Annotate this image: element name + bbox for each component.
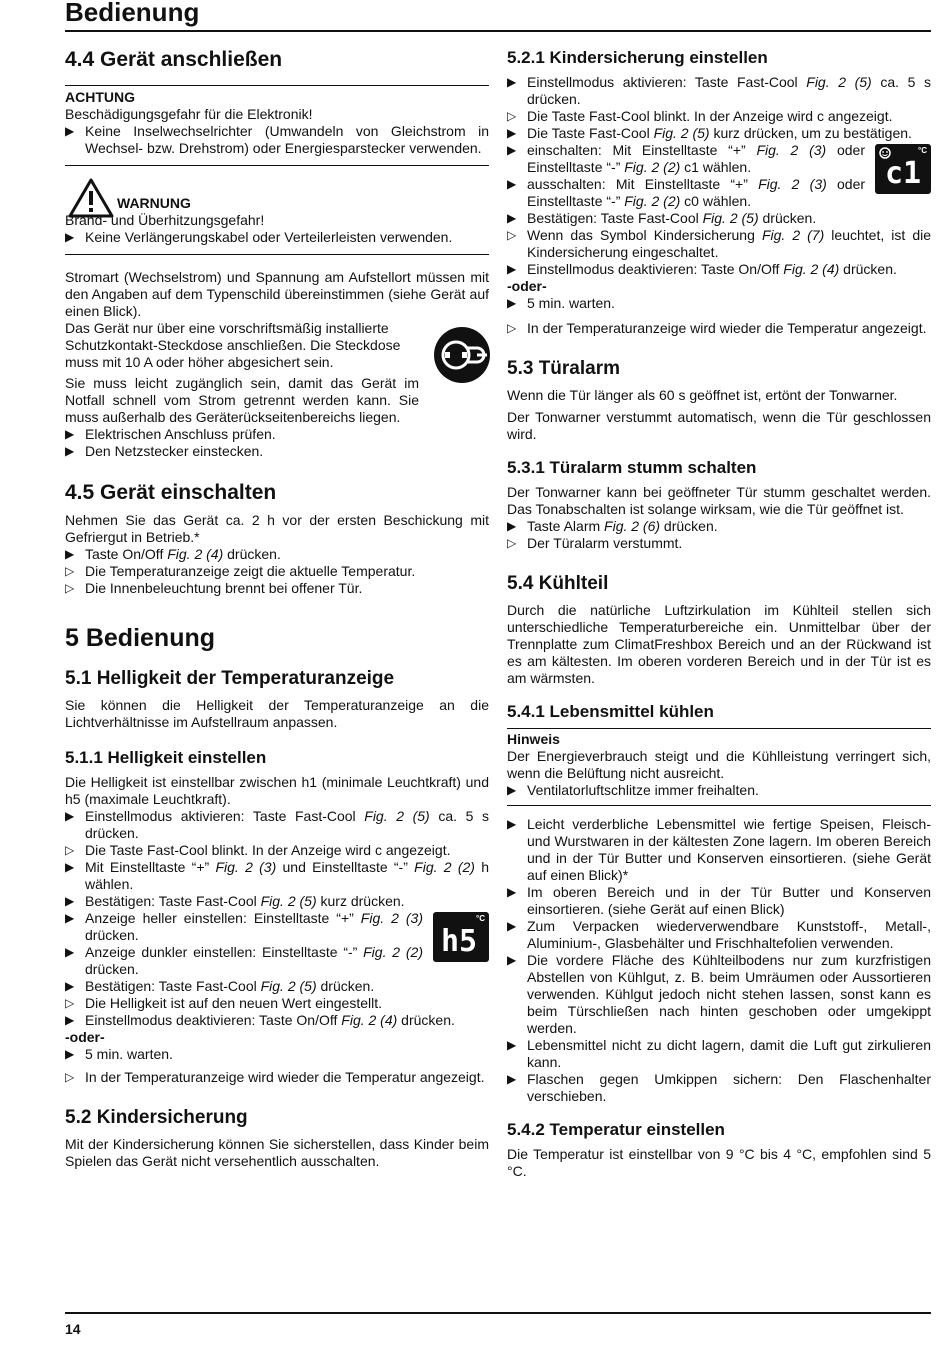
hinweis-item: ▶ Ventilatorluftschlitze immer freihalten. [507,782,759,798]
list-item-kuehlen-4: ▶ Die vordere Fläche des Kühlteilbodens nur zum kurzfristigen Abstellen von Kühlgut, z. B. beim Umräumen oder Aussortieren verwenden. Kühlgut jedoch nicht stehen lassen, sonst kann es beim Türschließen nach hinten geschoben oder umgekippt werden. [507,952,931,1036]
hinweis-box [507,729,931,799]
list-item-521-2: ▷ Die Taste Fast-Cool blinkt. In der Anzeige wird c angezeigt. [507,108,893,124]
section-5-2-1-title: 5.2.1 Kindersicherung einstellen [507,48,768,67]
action-arrow-icon: ▶ [65,979,75,993]
list-item-531-1: ▶ Taste Alarm Fig. 2 (6) drücken. [507,518,718,534]
action-arrow-icon: ▶ [507,953,517,967]
result-arrow-icon: ▷ [65,581,75,595]
list-item-pruefen: ▶ Elektrischen Anschluss prüfen. [65,426,276,442]
action-arrow-icon: ▶ [65,1013,75,1027]
section-5-2-title: 5.2 Kindersicherung [65,1107,248,1128]
list-item-511-7: ▶ Bestätigen: Taste Fast-Cool Fig. 2 (5) drücken. [65,978,375,994]
warning-triangle-icon [68,178,114,218]
oder-label: -oder- [507,278,547,294]
paragraph-5-3-1: Wenn die Tür länger als 60 s geöffnet ist, ertönt der Tonwarner. [507,387,898,403]
achtung-item: ▶ Keine Inselwechselrichter (Umwandeln von Gleichstrom in Wechsel- bzw. Drehstrom) oder Energiesparstecker verwenden. [65,123,489,156]
right-column [507,40,931,1180]
action-arrow-icon: ▶ [507,143,517,157]
section-4-5-title: 4.5 Gerät einschalten [65,481,277,504]
list-item-511-2: ▷ Die Taste Fast-Cool blinkt. In der Anzeige wird c angezeigt. [65,842,451,858]
section-5-4-2-title: 5.4.2 Temperatur einstellen [507,1120,725,1139]
lcd-value-c1: c1 [885,156,922,191]
lcd-value-h5: h5 [441,924,478,959]
action-arrow-icon: ▶ [65,894,75,908]
section-5-1-title: 5.1 Helligkeit der Temperaturanzeige [65,668,395,689]
list-item-einstecken: ▶ Den Netzstecker einstecken. [65,443,264,459]
action-arrow-icon: ▶ [507,817,517,831]
oder-label: -oder- [65,1029,105,1045]
section-5-4-1-title: 5.4.1 Lebensmittel kühlen [507,702,714,721]
result-arrow-icon: ▷ [507,321,517,335]
result-arrow-icon: ▷ [507,228,517,242]
action-arrow-icon: ▶ [65,860,75,874]
list-item-kuehlen-2: ▶ Im oberen Bereich und in der Tür Butter und Konserven einsortieren. (siehe Gerät auf einen Blick) [507,884,931,917]
paragraph-5-4-2: Die Temperatur ist einstellbar von 9 °C bis 4 °C, empfohlen sind 5 °C. [507,1146,931,1179]
list-item-521-9: ▶ 5 min. warten. [507,295,615,311]
paragraph-steckdose: Das Gerät nur über eine vorschriftsmäßig installierte Schutzkontakt-Steckdose anschließen. Die Steckdose muss mit 10 A oder höher abgesichert sein. [65,320,401,370]
list-item-521-3: ▶ Die Taste Fast-Cool Fig. 2 (5) kurz drücken, um zu bestätigen. [507,125,912,141]
section-5-3-title: 5.3 Türalarm [507,358,620,379]
list-item-521-7: ▷ Wenn das Symbol Kindersicherung Fig. 2 (7) leuchtet, ist die Kindersicherung eingeschaltet. [507,227,932,260]
list-item-45-2: ▷ Die Temperaturanzeige zeigt die aktuelle Temperatur. [65,563,416,579]
brightness-adjust-block [65,910,489,978]
result-arrow-icon: ▷ [65,1070,75,1084]
action-arrow-icon: ▶ [507,126,517,140]
action-arrow-icon: ▶ [65,427,75,441]
lcd-unit-label: °C [476,914,485,923]
warnung-label: WARNUNG [117,195,191,211]
action-arrow-icon: ▶ [507,177,517,191]
paragraph-5-3-2: Der Tonwarner verstummt automatisch, wenn die Tür geschlossen wird. [507,409,931,442]
list-item-511-10: ▶ 5 min. warten. [65,1046,173,1062]
result-arrow-icon: ▷ [507,109,517,123]
section-5-3-1-title: 5.3.1 Türalarm stumm schalten [507,458,757,477]
paragraph-nehmen: Nehmen Sie das Gerät ca. 2 h vor der ersten Beschickung mit Gefriergut in Betrieb.* [65,512,489,545]
hinweis-label: Hinweis [507,731,560,747]
action-arrow-icon: ▶ [507,783,517,797]
hinweis-text: Der Energieverbrauch steigt und die Kühlleistung verringert sich, wenn die Belüftung nicht ausreicht. [507,748,931,781]
list-item-kuehlen-5: ▶ Lebensmittel nicht zu dicht lagern, damit die Luft gut zirkulieren kann. [507,1037,931,1070]
list-item-521-1: ▶ Einstellmodus aktivieren: Taste Fast-Cool Fig. 2 (5) ca. 5 s drücken. [507,74,931,107]
left-column [65,40,489,1170]
section-5-4-title: 5.4 Kühlteil [507,573,609,594]
section-5-title: 5 Bedienung [65,624,216,652]
action-arrow-icon: ▶ [507,211,517,225]
section-5-1-1-title: 5.1.1 Helligkeit einstellen [65,748,267,767]
action-arrow-icon: ▶ [507,1072,517,1086]
action-arrow-icon: ▶ [65,1047,75,1061]
hinweis-bottom-rule [507,805,931,806]
action-arrow-icon: ▶ [65,809,75,823]
warnung-box [65,166,489,246]
list-item-45-3: ▷ Die Innenbeleuchtung brennt bei offener Tür. [65,580,363,596]
action-arrow-icon: ▶ [507,519,517,533]
achtung-label: ACHTUNG [65,89,135,105]
list-item-kuehlen-1: ▶ Leicht verderbliche Lebensmittel wie fertige Speisen, Fleisch- und Wurstwaren in der kältesten Zone lagern. Im oberen Bereich und in der Tür Butter und Konserven einsortieren. (siehe Gerät auf einen Blick)* [507,816,931,883]
list-item-511-3: ▶ Mit Einstelltaste “+” Fig. 2 (3) und Einstelltaste “-” Fig. 2 (2) h wählen. [65,859,490,892]
action-arrow-icon: ▶ [507,75,517,89]
list-item-45-1: ▶ Taste On/Off Fig. 2 (4) drücken. [65,546,281,562]
action-arrow-icon: ▶ [507,1038,517,1052]
warnung-item: ▶ Keine Verlängerungskabel oder Verteilerleisten verwenden. [65,229,453,245]
page-number: 14 [65,1321,81,1337]
list-item-531-2: ▷ Der Türalarm verstummt. [507,535,683,551]
result-arrow-icon: ▷ [65,996,75,1010]
action-arrow-icon: ▶ [65,444,75,458]
action-arrow-icon: ▶ [65,230,75,244]
footer-rule [65,1312,931,1314]
page-header [65,0,931,32]
action-arrow-icon: ▶ [65,547,75,561]
child-lock-toggle-block [507,142,931,210]
section-4-4-title: 4.4 Gerät anschließen [65,48,283,71]
paragraph-5-3-1-text: Der Tonwarner kann bei geöffneter Tür stumm geschaltet werden. Das Tonabschalten ist solange wirksam, wie die Tür geöffnet ist. [507,484,931,517]
grounded-socket-icon [433,326,491,384]
list-item-521-5: ▶ ausschalten: Mit Einstelltaste “+” Fig. 2 (3) oder Einstelltaste “-” Fig. 2 (2) c0 wählen. [507,176,866,209]
list-item-511-6: ▶ Anzeige dunkler einstellen: Einstelltaste “-” Fig. 2 (2) drücken. [65,944,424,977]
warnung-text: Brand- und Überhitzungsgefahr! [65,212,265,228]
result-arrow-icon: ▷ [65,564,75,578]
list-item-kuehlen-3: ▶ Zum Verpacken wiederverwendbare Kunststoff-, Metall-, Aluminium-, Glasbehälter und Frischhaltefolien verwenden. [507,918,931,951]
list-item-511-4: ▶ Bestätigen: Taste Fast-Cool Fig. 2 (5) kurz drücken. [65,893,405,909]
paragraph-zugaenglich: Sie muss leicht zugänglich sein, damit das Gerät im Notfall schnell vom Strom getrennt werden kann. Sie muss außerhalb des Geräterückseitenbereichs liegen. [65,375,419,425]
result-arrow-icon: ▷ [507,536,517,550]
lcd-unit-label: °C [918,146,927,155]
list-item-511-11: ▷ In der Temperaturanzeige wird wieder die Temperatur angezeigt. [65,1069,485,1085]
paragraph-5-1-1: Die Helligkeit ist einstellbar zwischen h1 (minimale Leuchtkraft) und h5 (maximale Leuchtkraft). [65,774,489,807]
paragraph-5-1: Sie können die Helligkeit der Temperaturanzeige an die Lichtverhältnisse im Aufstellraum anpassen. [65,697,489,730]
list-item-511-9: ▶ Einstellmodus deaktivieren: Taste On/Off Fig. 2 (4) drücken. [65,1012,455,1028]
page-header-title: Bedienung [65,0,200,27]
action-arrow-icon: ▶ [507,296,517,310]
list-item-kuehlen-6: ▶ Flaschen gegen Umkippen sichern: Den Flaschenhalter verschieben. [507,1071,931,1104]
action-arrow-icon: ▶ [507,919,517,933]
list-item-521-6: ▶ Bestätigen: Taste Fast-Cool Fig. 2 (5) drücken. [507,210,817,226]
action-arrow-icon: ▶ [65,945,75,959]
list-item-511-8: ▷ Die Helligkeit ist auf den neuen Wert eingestellt. [65,995,383,1011]
action-arrow-icon: ▶ [65,124,75,138]
warnung-bottom-rule [65,254,489,255]
paragraph-5-4: Durch die natürliche Luftzirkulation im Kühlteil stellen sich unterschiedliche Temperaturbereiche ein. Unmittelbar über der Trennplatte zum ClimatFreshbox Bereich und an der Rückwand ist es am kältesten. Im oberen vorderen Bereich und in der Tür ist es am wärmsten. [507,602,931,686]
list-item-511-1: ▶ Einstellmodus aktivieren: Taste Fast-Cool Fig. 2 (5) ca. 5 s drücken. [65,808,489,841]
action-arrow-icon: ▶ [507,885,517,899]
action-arrow-icon: ▶ [65,911,75,925]
list-item-521-8: ▶ Einstellmodus deaktivieren: Taste On/Off Fig. 2 (4) drücken. [507,261,897,277]
list-item-511-5: ▶ Anzeige heller einstellen: Einstelltaste “+” Fig. 2 (3) drücken. [65,910,424,943]
steckdose-block [65,320,489,371]
achtung-text: Beschädigungsgefahr für die Elektronik! [65,106,313,122]
action-arrow-icon: ▶ [507,262,517,276]
achtung-box [65,86,489,157]
paragraph-5-2: Mit der Kindersicherung können Sie sicherstellen, dass Kinder beim Spielen das Gerät nicht versehentlich ausschalten. [65,1136,489,1169]
result-arrow-icon: ▷ [65,843,75,857]
list-item-521-10: ▷ In der Temperaturanzeige wird wieder die Temperatur angezeigt. [507,320,927,336]
list-item-521-4: ▶ einschalten: Mit Einstelltaste “+” Fig. 2 (3) oder Einstelltaste “-” Fig. 2 (2) c1 wählen. [507,142,866,175]
paragraph-stromart: Stromart (Wechselstrom) und Spannung am Aufstellort müssen mit den Angaben auf dem Typenschild übereinstimmen (siehe Gerät auf einen Blick). [65,269,489,319]
